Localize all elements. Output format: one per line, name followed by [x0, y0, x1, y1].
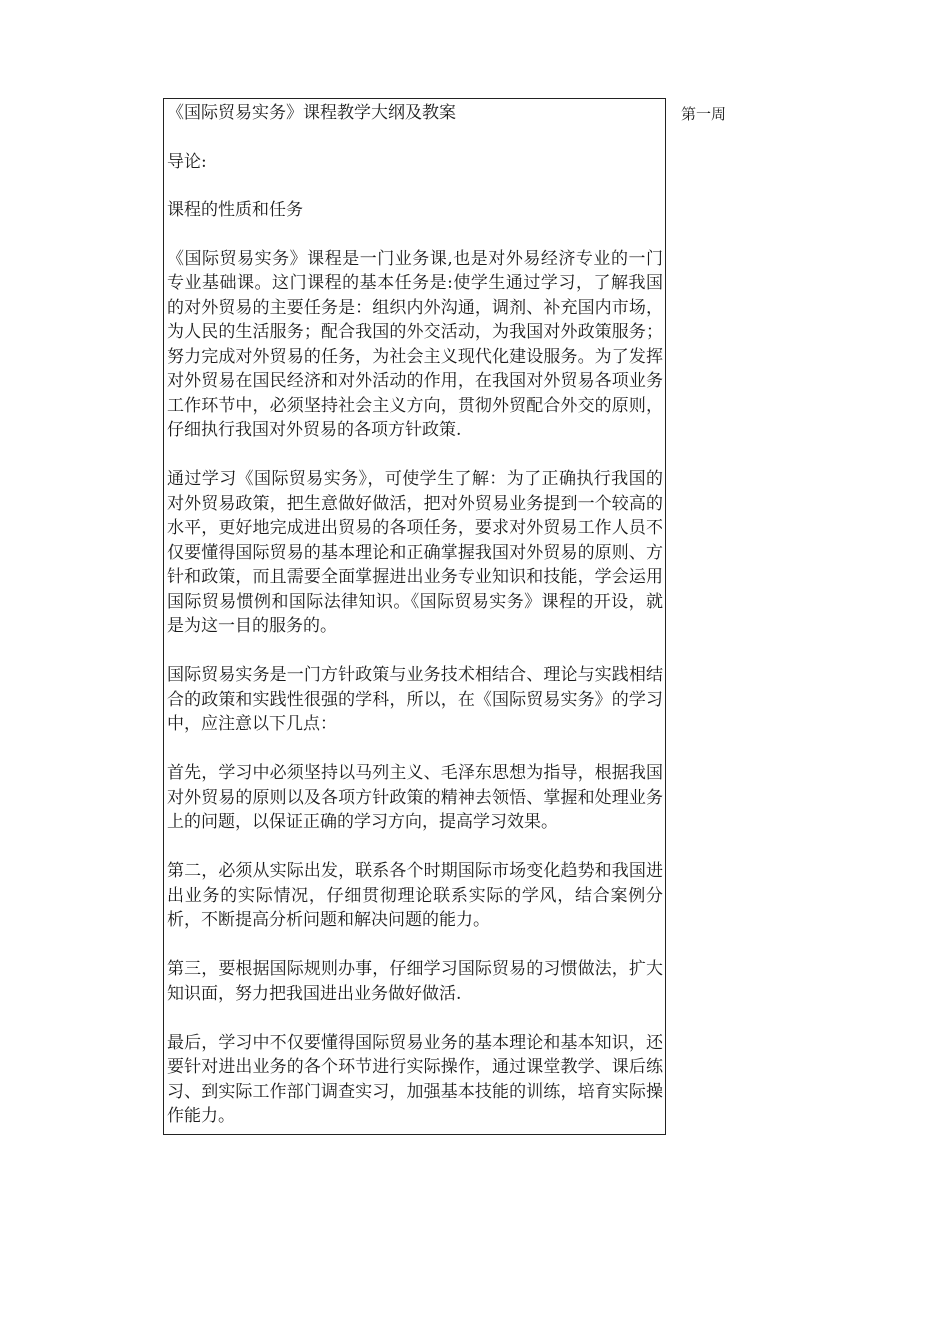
syllabus-content-cell: [163, 98, 666, 1135]
paragraph-point-first: 首先，学习中必须坚持以马列主义、毛泽东思想为指导，根据我国对外贸易的原则以及各项方针政策的精神去领悟、掌握和处理业务上的问题，以保证正确的学习方向，提高学习效果。: [167, 763, 663, 832]
paragraph-learning-goals: 通过学习《国际贸易实务》，可使学生了解：为了正确执行我国的对外贸易政策，把生意做好做活，把对外贸易业务提到一个较高的水平，更好地完成进出贸易的各项任务，要求对外贸易工作人员不仅要懂得国际贸易的基本理论和正确掌握我国对外贸易的原则、方针和政策，而且需要全面掌握进出业务专业知识和技能，学会运用国际贸易惯例和国际法律知识。《国际贸易实务》课程的开设，就是为这一目的服务的。: [167, 469, 663, 636]
paragraph-point-third: 第三，要根据国际规则办事，仔细学习国际贸易的习惯做法，扩大知识面，努力把我国进出业务做好做活.: [167, 959, 663, 1004]
section-heading: 课程的性质和任务: [167, 200, 303, 220]
paragraph-subject-characteristics: 国际贸易实务是一门方针政策与业务技术相结合、理论与实践相结合的政策和实践性很强的学科，所以，在《国际贸易实务》的学习中，应注意以下几点：: [167, 665, 663, 734]
section-label: 导论:: [167, 151, 207, 172]
week-label: 第一周: [681, 105, 727, 123]
paragraph-point-second: 第二，必须从实际出发，联系各个时期国际市场变化趋势和我国进出业务的实际情况，仔细贯彻理论联系实际的学风，结合案例分析，不断提高分析问题和解决问题的能力。: [167, 861, 663, 930]
paragraph-point-last: 最后，学习中不仅要懂得国际贸易业务的基本理论和基本知识，还要针对进出业务的各个环节进行实际操作，通过课堂教学、课后练习、到实际工作部门调查实习，加强基本技能的训练，培育实际操作能力。: [167, 1032, 663, 1126]
document-title: 《国际贸易实务》课程教学大纲及教案: [167, 103, 456, 123]
paragraph-course-nature: 《国际贸易实务》课程是一门业务课,也是对外易经济专业的一门专业基础课。这门课程的基本任务是:使学生通过学习，了解我国的对外贸易的主要任务是：组织内外沟通，调剂、补充国内市场，为人民的生活服务；配合我国的外交活动，为我国对外政策服务；努力完成对外贸易的任务，为社会主义现代化建设服务。为了发挥对外贸易在国民经济和对外活动的作用，在我国对外贸易各项业务工作环节中，必须坚持社会主义方向，贯彻外贸配合外交的原则，仔细执行我国对外贸易的各项方针政策.: [167, 248, 663, 440]
